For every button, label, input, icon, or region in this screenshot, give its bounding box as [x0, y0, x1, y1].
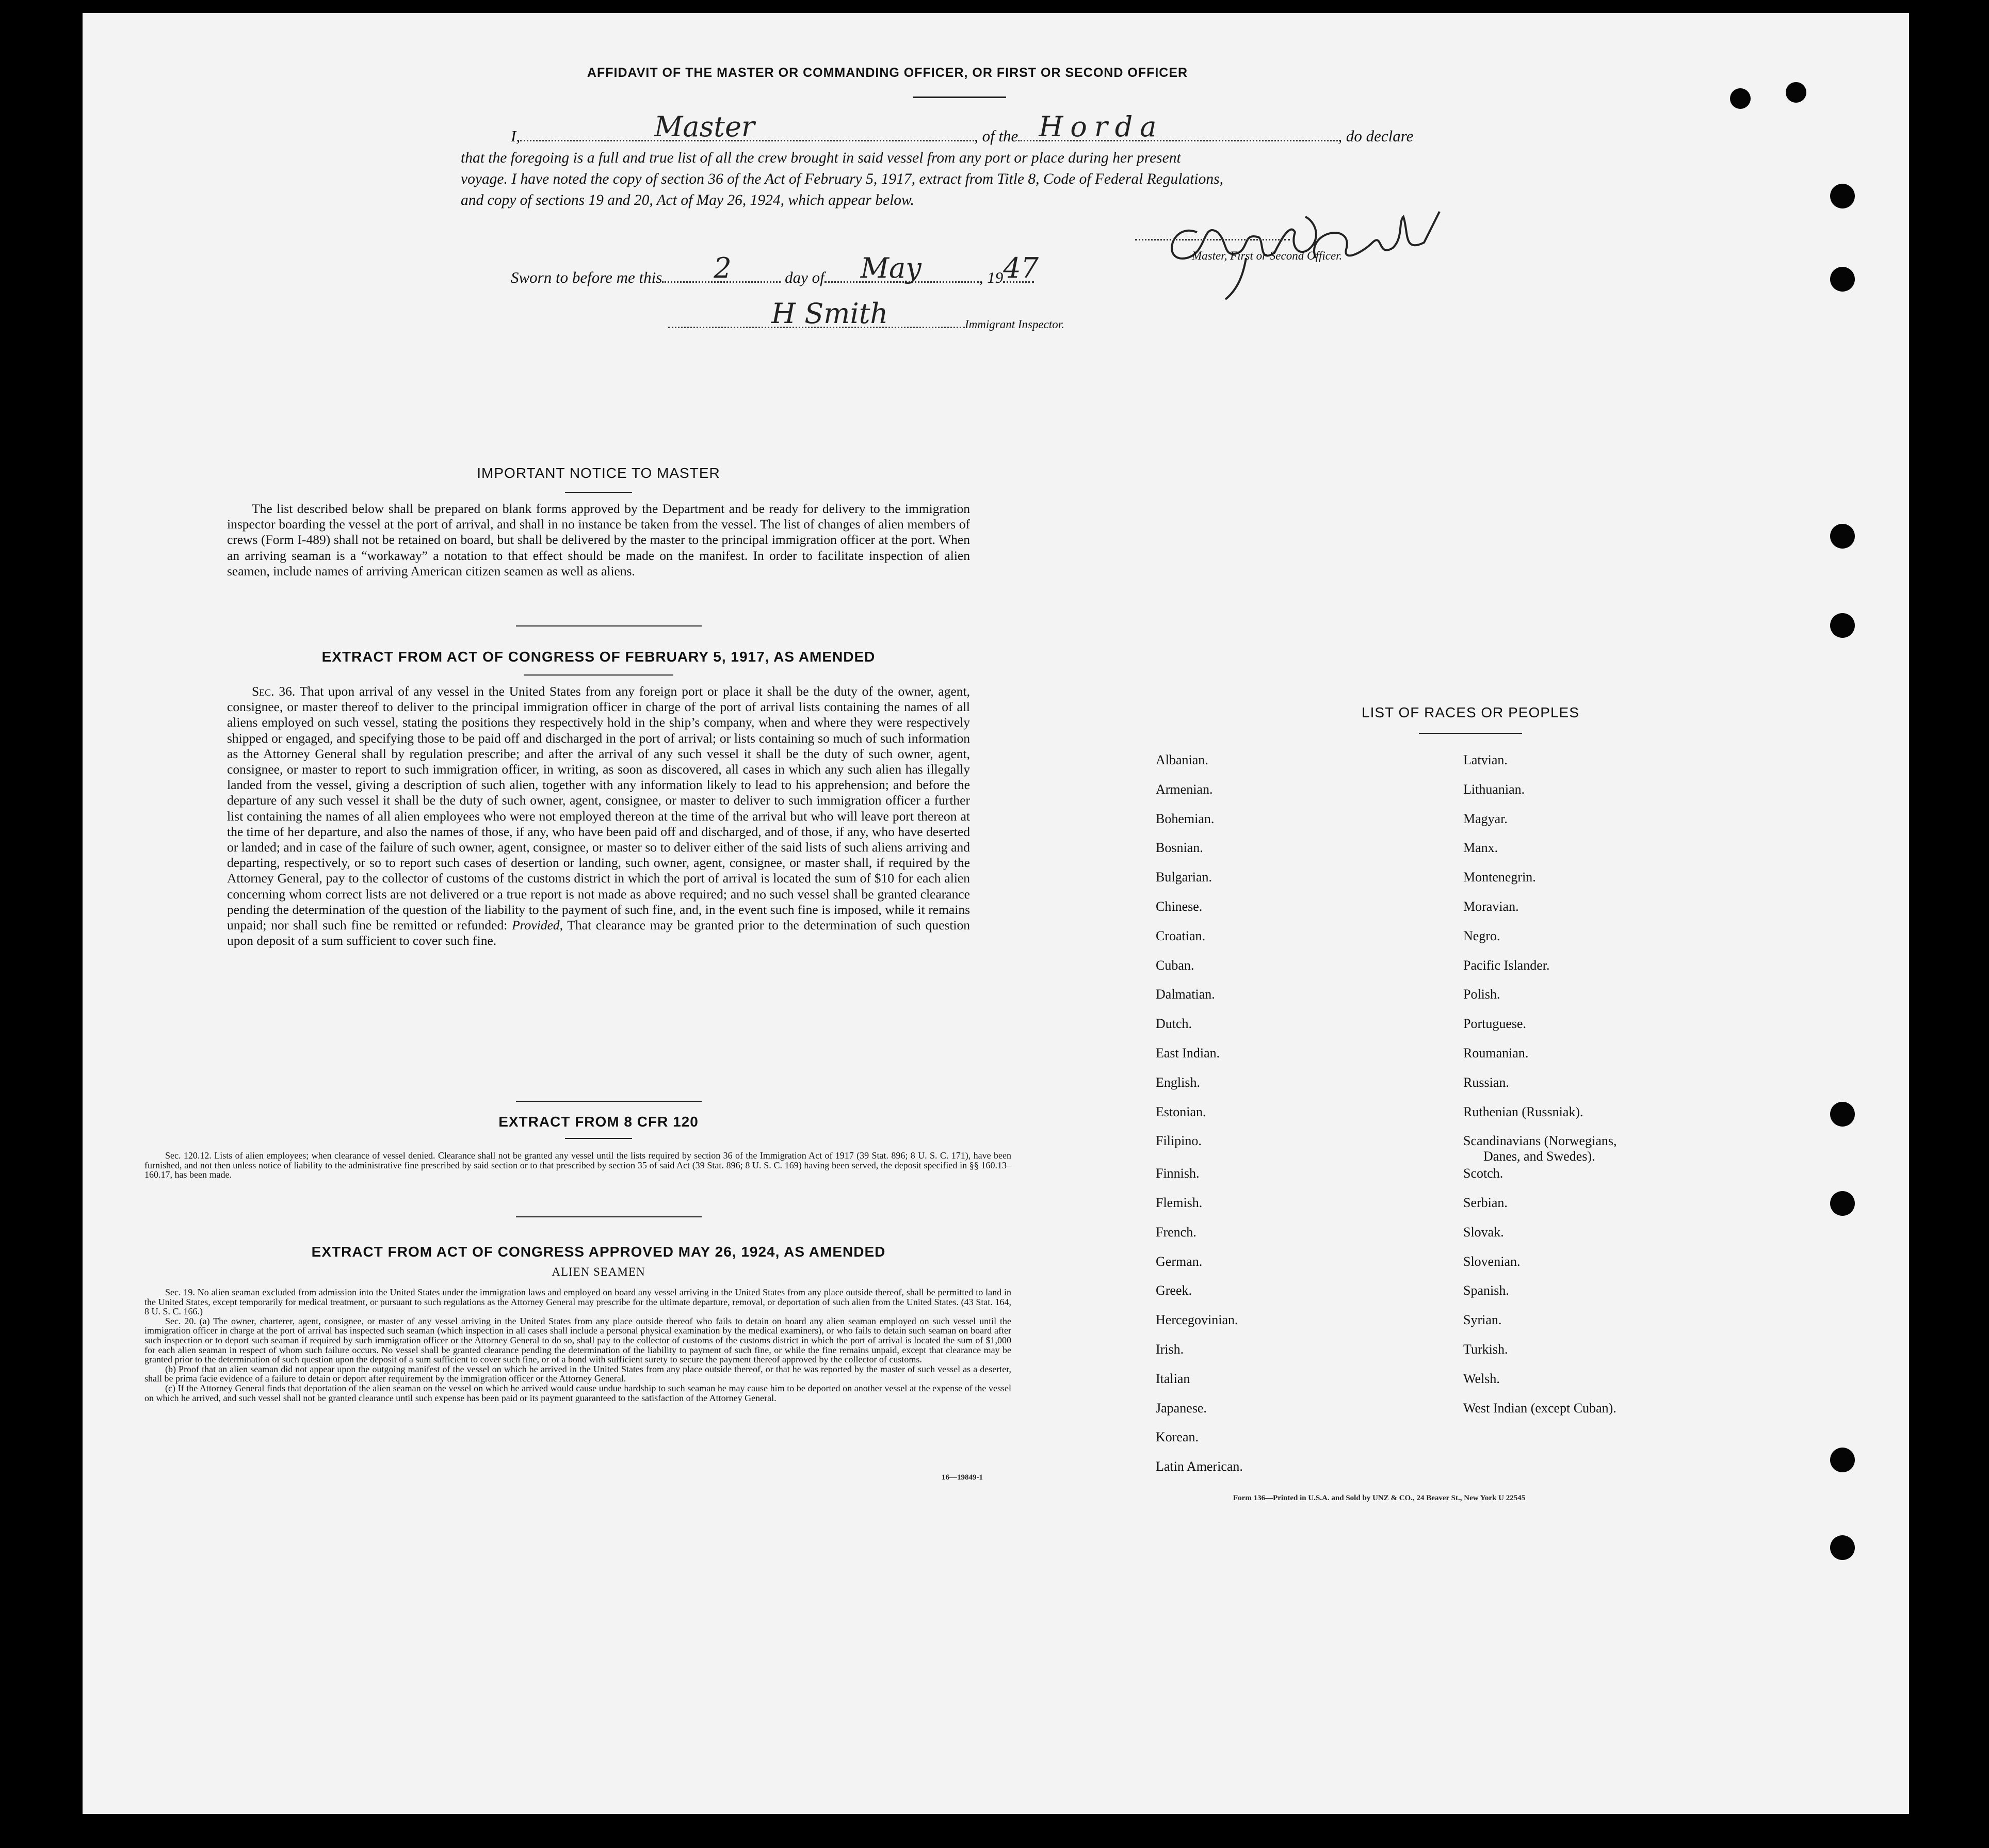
affidavit-body-line-3: and copy of sections 19 and 20, Act of May 26, 1924, which appear below.	[461, 192, 914, 208]
race-item: Finnish.	[1156, 1166, 1200, 1181]
race-item: Korean.	[1156, 1429, 1199, 1445]
race-item: Latvian.	[1463, 752, 1508, 767]
race-item: Montenegrin.	[1463, 870, 1536, 885]
punch-hole	[1830, 267, 1855, 292]
document-page	[83, 13, 1909, 1814]
race-item: Magyar.	[1463, 811, 1508, 826]
race-item: Chinese.	[1156, 899, 1203, 914]
section-36-text-end: That clearance may be granted prior to the determination of such question upon deposit of a sum sufficient to cover such fine.	[227, 918, 971, 949]
race-item: Hercegovinian.	[1156, 1312, 1238, 1328]
punch-hole	[1830, 184, 1855, 208]
race-item: Slovenian.	[1463, 1254, 1521, 1269]
extract-cfr-title: EXTRACT FROM 8 CFR 120	[498, 1114, 699, 1130]
provided-term: Provided,	[512, 918, 563, 933]
handwritten-month: May	[860, 252, 921, 284]
section-20a-text: Sec. 20. (a) The owner, charterer, agent, consignee, or master of any vessel arriving in the United States from any place outside thereof who fails to detain on board any alien seaman employed on such vessel until the immigration officer in charge at the port of arrival has inspected such seaman (which inspection in all cases shall include a personal physical examination by the medical examiners), or who fails to detain such seaman on board after such inspection or to deport such seaman if required by such immigration officer or the Attorney General to do so, shall pay to the collector of customs of the customs district in which the port of arrival is located the sum of $1,000 for each alien seaman in respect of whom such failure occurs. No vessel shall be granted clearance pending the determination of the liability to payment of such fine, or while the fine remains unpaid, except that clearance may be granted prior to the determination of such question upon the deposit of a sum sufficient to cover such fine, or of a bond with sufficient surety to secure the payment thereof approved by the collector of customs.	[144, 1315, 1011, 1365]
vessel-blank	[1018, 110, 1338, 143]
divider	[516, 1216, 702, 1217]
race-item: Slovak.	[1463, 1224, 1504, 1240]
divider	[1419, 733, 1522, 734]
race-item: Scandinavians (Norwegians,	[1463, 1133, 1617, 1149]
race-item: Armenian.	[1156, 781, 1213, 797]
race-item: Bosnian.	[1156, 840, 1203, 856]
affidavit-body-line-1: that the foregoing is a full and true list of all the crew brought in said vessel from any port or place during her present	[461, 150, 1181, 166]
race-item: Latin American.	[1156, 1459, 1243, 1474]
alien-seamen-subtitle: ALIEN SEAMEN	[552, 1265, 645, 1278]
race-item: Lithuanian.	[1463, 781, 1525, 797]
race-item: Estonian.	[1156, 1104, 1206, 1119]
race-item: Irish.	[1156, 1342, 1184, 1357]
divider	[516, 1101, 702, 1102]
race-item: Dalmatian.	[1156, 987, 1215, 1002]
punch-hole	[1730, 88, 1751, 109]
month-blank	[824, 252, 979, 284]
divider	[913, 97, 1006, 98]
divider	[565, 1138, 632, 1139]
extract-1924-text	[144, 1288, 1011, 1403]
of-the-text: , of the	[974, 127, 1018, 145]
handwritten-day: 2	[714, 252, 732, 284]
inspector-blank	[668, 297, 965, 330]
do-declare-text: , do declare	[1338, 127, 1414, 145]
race-item: Dutch.	[1156, 1016, 1192, 1032]
race-item: Cuban.	[1156, 957, 1194, 973]
race-item: German.	[1156, 1254, 1203, 1269]
race-item: Serbian.	[1463, 1195, 1508, 1210]
form-number: 16—19849-1	[942, 1473, 983, 1482]
race-item: Albanian.	[1156, 752, 1208, 767]
handwritten-year: 47	[1003, 252, 1039, 284]
affidavit-declaration-line	[511, 110, 1414, 146]
race-item: Ruthenian (Russniak).	[1463, 1104, 1583, 1119]
punch-hole	[1830, 1535, 1855, 1560]
race-item: English.	[1156, 1074, 1200, 1090]
day-of-text: day of	[785, 268, 824, 286]
divider	[565, 492, 632, 493]
race-item: Pacific Islander.	[1463, 957, 1550, 973]
punch-hole	[1830, 1448, 1855, 1472]
race-item: Flemish.	[1156, 1195, 1203, 1210]
extract-1917-text	[227, 684, 970, 949]
section-label: Sec. 36.	[252, 684, 296, 699]
handwritten-vessel: Horda	[1039, 110, 1164, 143]
section-20c-text: (c) If the Attorney General finds that deportation of the alien seaman on the vessel on which he arrived would cause undue hardship to such seaman he may cause him to be deported on another vessel at the expense of the vessel on which he arrived, and such vessel shall not be granted clearance until such expense has been paid or its payment guaranteed to the satisfaction of the Attorney General.	[144, 1383, 1011, 1403]
year-prefix: , 19	[979, 268, 1004, 286]
race-item: French.	[1156, 1224, 1196, 1240]
section-20b-text: (b) Proof that an alien seaman did not appear upon the outgoing manifest of the vessel on which he arrived in the United States from any place outside thereof, or that he was reported by the master of such vessel as a deserter, shall be prima facie evidence of a failure to detain or deport after requirement by the immigration officer or the Attorney General.	[144, 1363, 1011, 1384]
punch-hole	[1830, 1191, 1855, 1216]
punch-hole	[1830, 613, 1855, 638]
day-blank	[662, 252, 781, 284]
race-item: Bohemian.	[1156, 811, 1215, 826]
master-signature-line	[1135, 239, 1290, 240]
punch-hole	[1830, 524, 1855, 549]
race-item: Russian.	[1463, 1074, 1509, 1090]
race-item: West Indian (except Cuban).	[1463, 1400, 1616, 1416]
notice-title: IMPORTANT NOTICE TO MASTER	[477, 465, 720, 481]
race-item: East Indian.	[1156, 1046, 1220, 1060]
extract-1924-title: EXTRACT FROM ACT OF CONGRESS APPROVED MAY 26, 1924, AS AMENDED	[311, 1244, 886, 1260]
race-item: Welsh.	[1463, 1371, 1500, 1386]
name-blank	[520, 110, 974, 143]
notice-text: The list described below shall be prepared on blank forms approved by the Department and be ready for delivery to the immigration inspector boarding the vessel at the port of arrival, and shall in no instance be taken from the vessel. The list of changes of alien members of crews (Form I-489) shall not be retained on board, but shall be delivered by the master to the principal immigration officer at the port. When an arriving seaman is a “workaway” a notation to that effect should be made on the manifest. In order to facilitate inspection of alien seamen, include names of arriving American citizen seamen as well as aliens.	[227, 501, 970, 578]
handwritten-inspector: H Smith	[771, 297, 888, 330]
punch-hole	[1830, 1102, 1855, 1127]
race-item: Italian	[1156, 1371, 1190, 1386]
punch-hole	[1786, 82, 1806, 103]
race-item: Moravian.	[1463, 899, 1519, 914]
race-item: Bulgarian.	[1156, 870, 1212, 885]
divider	[524, 674, 673, 676]
race-item: Filipino.	[1156, 1133, 1202, 1149]
section-36-text: That upon arrival of any vessel in the United States from any foreign port or place it shall be the duty of the owner, agent, consignee, or master thereof to deliver to the principal immigration officer in charge of the port of arrival lists containing the names of all aliens employed on such vessel, stating the positions they respectively hold in the ship’s company, when and where they were respectively shipped or engaged, and specifying those to be paid off and discharged in the port of arrival; or lists containing so much of such information as the Attorney General shall by regulation prescribe; and after the arrival of any such vessel it shall be the duty of such owner, agent, consignee, or master to report to such immigration officer, in writing, as soon as discovered, all cases in which any such alien has illegally landed from the vessel, giving a description of such alien, together with any information likely to lead to his apprehension; and before the departure of any such vessel it shall be the duty of such owner, agent, consignee, or master to deliver to such immigration officer a further list containing the names of all alien employees who were not employed thereon at the time of the arrival but who will leave port thereon at the time of her departure, and also the names of those, if any, who have been paid off and discharged, and of those, if any, who have deserted or landed; and in case of the failure of such owner, agent, consignee, or master so to deliver either of the said lists of such aliens arriving and departing, respectively, or so to report such cases of desertion or landing, such owner, agent, consignee, or master shall, if required by the Attorney General, pay to the collector of customs of the customs district in which the port of arrival is located the sum of $10 for each alien concerning whom correct lists are not delivered or a true report is not made as above required; and no such vessel shall be granted clearance pending the determination of the question of the liability to the payment of such fine, and, in the event such fine is imposed, while it remains unpaid; nor shall such fine be remitted or refunded:	[227, 684, 970, 933]
race-item: Negro.	[1463, 928, 1500, 943]
race-item: Scotch.	[1463, 1166, 1503, 1181]
sworn-line	[511, 252, 1039, 287]
year-blank	[1003, 252, 1039, 284]
race-item: Croatian.	[1156, 928, 1206, 943]
inspector-line	[668, 297, 1064, 332]
race-item: Roumanian.	[1463, 1046, 1529, 1060]
race-item: Danes, and Swedes).	[1483, 1149, 1595, 1164]
race-item: Portuguese.	[1463, 1016, 1527, 1032]
affidavit-title: AFFIDAVIT OF THE MASTER OR COMMANDING OFFICER, OR FIRST OR SECOND OFFICER	[587, 66, 1188, 80]
signature-caption: Master, First or Second Officer.	[1192, 249, 1343, 262]
extract-1917-title: EXTRACT FROM ACT OF CONGRESS OF FEBRUARY 5, 1917, AS AMENDED	[321, 649, 876, 665]
footer-imprint: Form 136—Printed in U.S.A. and Sold by UNZ & CO., 24 Beaver St., New York U 22545	[1233, 1494, 1526, 1502]
race-item: Greek.	[1156, 1283, 1192, 1298]
divider	[516, 625, 702, 626]
affidavit-body-line-2: voyage. I have noted the copy of section 36 of the Act of February 5, 1917, extract from Title 8, Code of Federal Regulations,	[461, 171, 1223, 187]
race-item: Japanese.	[1156, 1400, 1207, 1416]
race-item: Polish.	[1463, 987, 1500, 1002]
extract-cfr-text: Sec. 120.12. Lists of alien employees; when clearance of vessel denied. Clearance shall not be granted any vessel until the lists required by section 36 of the Immigration Act of 1917 (39 Stat. 896; 8 U. S. C. 171), have been furnished, and not then unless notice of liability to the administrative fine prescribed by said section or to that prescribed by section 35 of said Act (39 Stat. 896; 8 U. S. C. 169) having been served, the deposit specified in §§ 160.13–160.17, has been made.	[144, 1150, 1011, 1180]
race-item: Spanish.	[1463, 1283, 1509, 1298]
affidavit-prefix: I,	[511, 127, 521, 145]
sworn-prefix: Sworn to before me this	[511, 268, 662, 286]
race-item: Syrian.	[1463, 1312, 1502, 1328]
handwritten-name: Master	[654, 110, 755, 143]
race-item: Manx.	[1463, 840, 1498, 856]
section-19-text: Sec. 19. No alien seaman excluded from admission into the United States under the immigration laws and employed on board any vessel arriving in the United States from any place outside thereof, shall be permitted to land in the United States, except temporarily for medical treatment, or pursuant to such regulations as the Attorney General may prescribe for the ultimate departure, removal, or deportation of such alien from the United States. (43 Stat. 164, 8 U. S. C. 166.)	[144, 1287, 1011, 1317]
races-title: LIST OF RACES OR PEOPLES	[1362, 704, 1579, 720]
race-item: Turkish.	[1463, 1342, 1508, 1357]
inspector-caption: Immigrant Inspector.	[965, 318, 1064, 331]
